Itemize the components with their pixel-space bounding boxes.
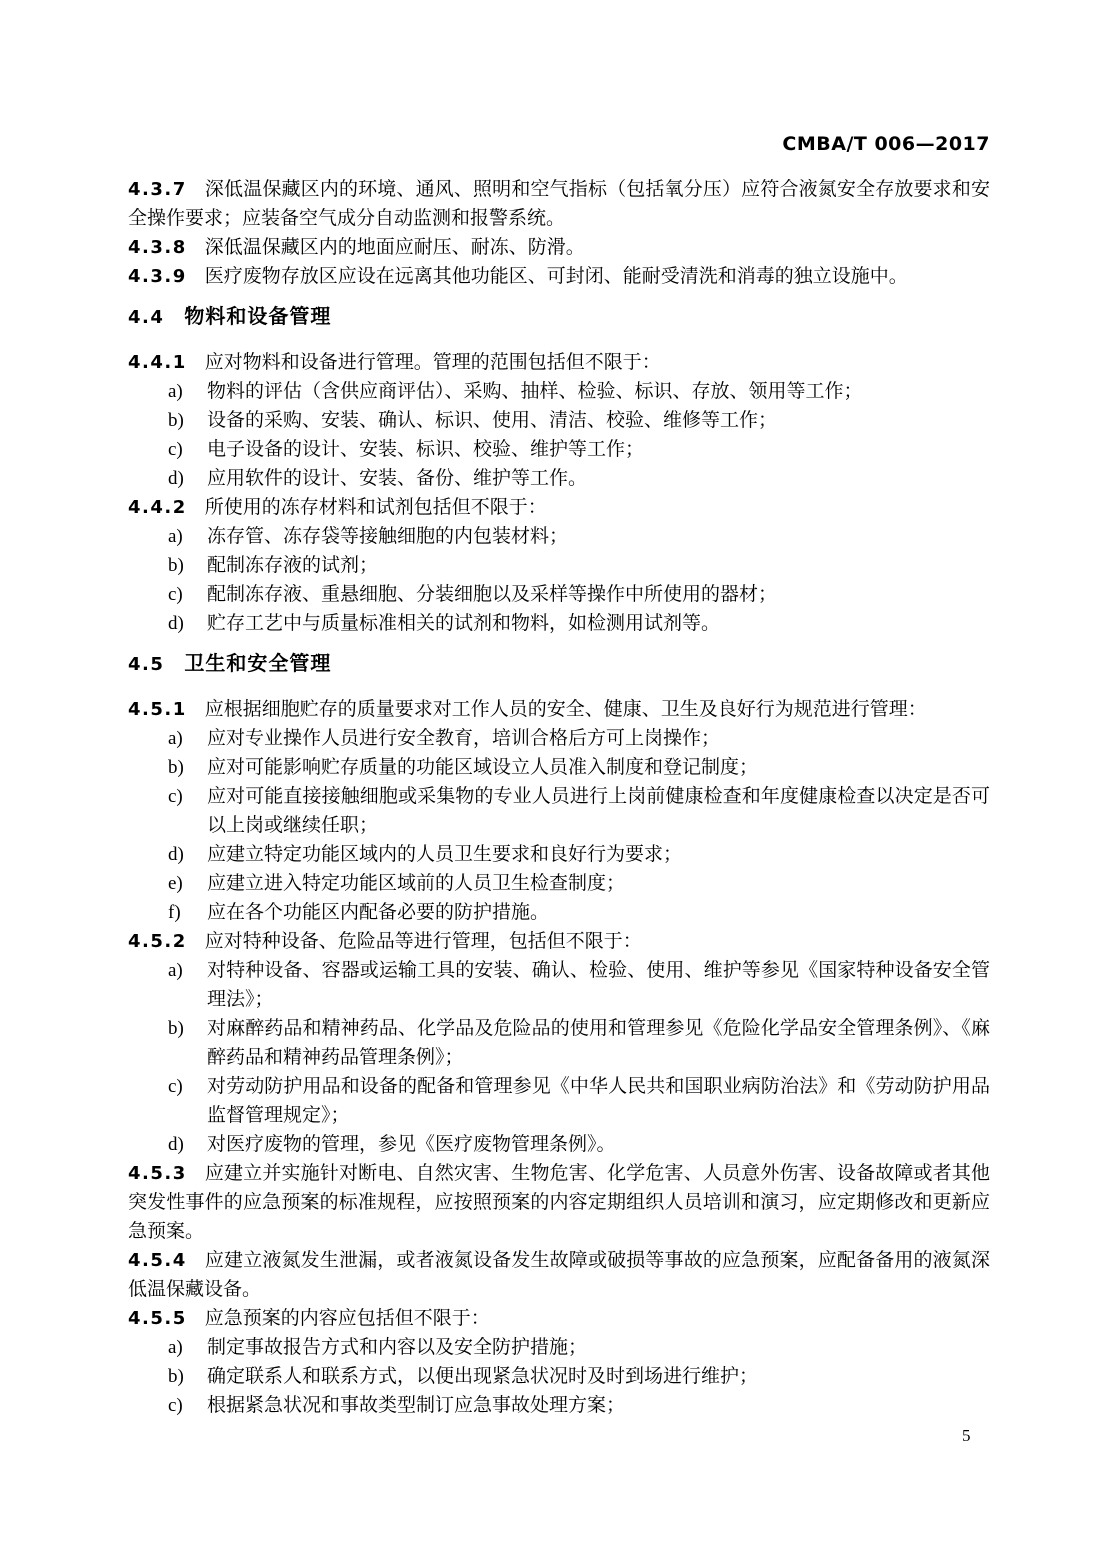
doc-body: [128, 175, 990, 1420]
list-item: [168, 609, 990, 638]
paragraph-text: 应对特种设备、危险品等进行管理，包括但不限于：: [204, 931, 642, 952]
item-text: 对医疗废物的管理，参见《医疗废物管理条例》。: [207, 1134, 616, 1155]
list-item: [168, 1072, 990, 1130]
section-paragraph: [128, 233, 990, 262]
item-text: 对劳动防护用品和设备的配备和管理参见《中华人民共和国职业病防治法》和《劳动防护用品监督管理规定》；: [207, 1076, 990, 1126]
item-marker: a): [168, 1337, 183, 1358]
item-text: 贮存工艺中与质量标准相关的试剂和物料，如检测用试剂等。: [207, 613, 721, 634]
item-text: 物料的评估（含供应商评估）、采购、抽样、检验、标识、存放、领用等工作；: [207, 381, 863, 402]
list-item: [168, 753, 990, 782]
list-item: [168, 435, 990, 464]
item-marker: e): [168, 873, 183, 894]
section-paragraph: [128, 175, 990, 233]
list-item: [168, 580, 990, 609]
paragraph-text: 深低温保藏区内的环境、通风、照明和空气指标（包括氧分压）应符合液氮安全存放要求和安全操作要求；应装备空气成分自动监测和报警系统。: [128, 179, 990, 229]
item-text: 冻存管、冻存袋等接触细胞的内包装材料；: [207, 526, 569, 547]
list-item: [168, 406, 990, 435]
paragraph-text: 所使用的冻存材料和试剂包括但不限于：: [204, 497, 547, 518]
item-text: 确定联系人和联系方式，以便出现紧急状况时及时到场进行维护；: [207, 1366, 759, 1387]
heading-title: 卫生和安全管理: [184, 653, 332, 675]
paragraph-text: 应根据细胞贮存的质量要求对工作人员的安全、健康、卫生及良好行为规范进行管理：: [204, 699, 927, 720]
page-number: 5: [962, 1426, 971, 1445]
item-text: 应建立特定功能区域内的人员卫生要求和良好行为要求；: [207, 844, 683, 865]
list-item: [168, 898, 990, 927]
item-text: 应在各个功能区内配备必要的防护措施。: [207, 902, 550, 923]
paragraph-text: 应对物料和设备进行管理。管理的范围包括但不限于：: [204, 352, 661, 373]
item-text: 根据紧急状况和事故类型制订应急事故处理方案；: [207, 1395, 626, 1416]
heading-number: 4.4: [128, 307, 165, 328]
item-marker: a): [168, 960, 183, 981]
item-text: 配制冻存液的试剂；: [207, 555, 379, 576]
item-marker: c): [168, 1076, 183, 1097]
heading-number: 4.5: [128, 654, 165, 675]
section-paragraph: [128, 927, 990, 956]
item-marker: d): [168, 613, 184, 634]
item-marker: b): [168, 410, 184, 431]
standard-code-header: CMBA/T 006—2017: [782, 133, 990, 155]
section-paragraph: [128, 695, 990, 724]
clause-number: 4.4.1: [128, 352, 187, 373]
list-item: [168, 1130, 990, 1159]
item-text: 设备的采购、安装、确认、标识、使用、清洁、校验、维修等工作；: [207, 410, 778, 431]
item-text: 应对可能影响贮存质量的功能区域设立人员准入制度和登记制度；: [207, 757, 759, 778]
item-marker: f): [168, 902, 181, 923]
clause-number: 4.3.9: [128, 266, 187, 287]
paragraph-text: 应建立液氮发生泄漏，或者液氮设备发生故障或破损等事故的应急预案，应配备备用的液氮深低温保藏设备。: [128, 1250, 990, 1300]
item-text: 电子设备的设计、安装、标识、校验、维护等工作；: [207, 439, 645, 460]
paragraph-text: 深低温保藏区内的地面应耐压、耐冻、防滑。: [204, 237, 585, 258]
section-paragraph: [128, 262, 990, 291]
section-paragraph: [128, 1159, 990, 1246]
list-item: [168, 522, 990, 551]
section-paragraph: [128, 493, 990, 522]
item-text: 配制冻存液、重悬细胞、分装细胞以及采样等操作中所使用的器材；: [207, 584, 778, 605]
section-paragraph: [128, 1304, 990, 1333]
list-item: [168, 956, 990, 1014]
paragraph-text: 应急预案的内容应包括但不限于：: [204, 1308, 490, 1329]
item-marker: b): [168, 555, 184, 576]
section-paragraph: [128, 1246, 990, 1304]
item-marker: d): [168, 1134, 184, 1155]
item-text: 应对专业操作人员进行安全教育，培训合格后方可上岗操作；: [207, 728, 721, 749]
section-heading: [128, 650, 990, 679]
list-item: [168, 551, 990, 580]
item-marker: c): [168, 786, 183, 807]
clause-number: 4.4.2: [128, 497, 187, 518]
section-paragraph: [128, 348, 990, 377]
list-item: [168, 1014, 990, 1072]
clause-number: 4.3.8: [128, 237, 187, 258]
item-marker: b): [168, 1018, 184, 1039]
clause-number: 4.5.1: [128, 699, 187, 720]
list-item: [168, 782, 990, 840]
clause-number: 4.3.7: [128, 179, 187, 200]
list-item: [168, 840, 990, 869]
item-text: 制定事故报告方式和内容以及安全防护措施；: [207, 1337, 588, 1358]
item-marker: c): [168, 439, 183, 460]
item-marker: a): [168, 728, 183, 749]
heading-title: 物料和设备管理: [184, 306, 332, 328]
paragraph-text: 医疗废物存放区应设在远离其他功能区、可封闭、能耐受清洗和消毒的独立设施中。: [204, 266, 908, 287]
item-marker: d): [168, 844, 184, 865]
item-text: 对特种设备、容器或运输工具的安装、确认、检验、使用、维护等参见《国家特种设备安全管理法》；: [207, 960, 990, 1010]
paragraph-text: 应建立并实施针对断电、自然灾害、生物危害、化学危害、人员意外伤害、设备故障或者其他突发性事件的应急预案的标准规程，应按照预案的内容定期组织人员培训和演习，应定期修改和更新应急预案。: [128, 1163, 990, 1242]
item-text: 应建立进入特定功能区域前的人员卫生检查制度；: [207, 873, 626, 894]
item-text: 应用软件的设计、安装、备份、维护等工作。: [207, 468, 588, 489]
section-heading: [128, 303, 990, 332]
item-text: 对麻醉药品和精神药品、化学品及危险品的使用和管理参见《危险化学品安全管理条例》、《麻醉药品和精神药品管理条例》；: [207, 1018, 990, 1068]
clause-number: 4.5.4: [128, 1250, 187, 1271]
clause-number: 4.5.3: [128, 1163, 187, 1184]
item-marker: b): [168, 757, 184, 778]
item-marker: c): [168, 584, 183, 605]
list-item: [168, 1391, 990, 1420]
item-marker: c): [168, 1395, 183, 1416]
item-marker: a): [168, 526, 183, 547]
item-marker: d): [168, 468, 184, 489]
item-text: 应对可能直接接触细胞或采集物的专业人员进行上岗前健康检查和年度健康检查以决定是否可以上岗或继续任职；: [207, 786, 990, 836]
list-item: [168, 1362, 990, 1391]
clause-number: 4.5.2: [128, 931, 187, 952]
list-item: [168, 724, 990, 753]
clause-number: 4.5.5: [128, 1308, 187, 1329]
list-item: [168, 377, 990, 406]
list-item: [168, 1333, 990, 1362]
list-item: [168, 869, 990, 898]
item-marker: a): [168, 381, 183, 402]
item-marker: b): [168, 1366, 184, 1387]
list-item: [168, 464, 990, 493]
